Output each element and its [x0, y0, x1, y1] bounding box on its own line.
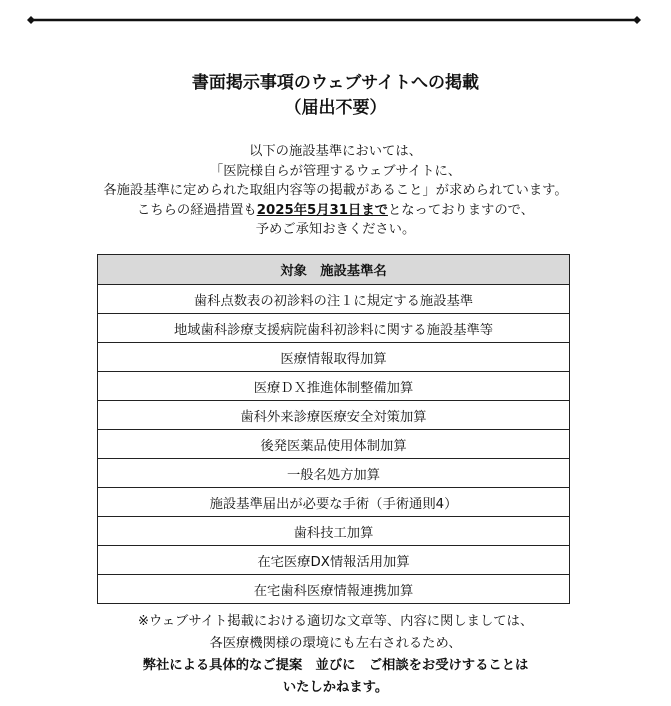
footnote-line-2: 各医療機関様の環境にも左右されるため、 [209, 636, 462, 651]
table-row [98, 430, 570, 459]
intro-line-4 [0, 201, 671, 221]
table-cell: 医療情報取得加算 [98, 343, 570, 372]
page-title: 書面掲示事項のウェブサイトへの掲載 [191, 73, 480, 93]
table-cell: 施設基準届出が必要な手術（手術通則4） [98, 488, 570, 517]
table-cell: 歯科技工加算 [98, 517, 570, 546]
intro-line-4-before: こちらの経過措置も [137, 202, 257, 218]
table-cell: 医療ＤＸ推進体制整備加算 [98, 372, 570, 401]
table-row [98, 575, 570, 604]
table-cell: 地域歯科診療支援病院歯科初診料に関する施設基準等 [98, 314, 570, 343]
intro-line-5: 予めご承知おきください。 [255, 222, 416, 238]
table-row [98, 517, 570, 546]
intro-text [0, 142, 671, 240]
table-row [98, 343, 570, 372]
intro-line-4-after: となっておりますので、 [387, 202, 534, 218]
intro-line-1: 以下の施設基準においては、 [249, 144, 422, 159]
deadline-date: 2025年5月31日まで [256, 202, 388, 218]
footnote-line-3: 弊社による具体的なご提案 並びに ご相談をお受けすることは [142, 658, 529, 673]
footnote [0, 611, 671, 699]
table-row [98, 314, 570, 343]
table-row [98, 459, 570, 488]
top-divider [27, 16, 641, 24]
table-cell: 後発医薬品使用体制加算 [98, 430, 570, 459]
table-cell: 在宅歯科医療情報連携加算 [98, 575, 570, 604]
table-header-row [98, 255, 570, 285]
table-row [98, 488, 570, 517]
page-subtitle: （届出不要） [284, 98, 387, 118]
table-header: 対象 施設基準名 [98, 255, 570, 285]
table-cell: 在宅医療DX情報活用加算 [98, 546, 570, 575]
intro-line-2: 「医院様自らが管理するウェブサイトに、 [209, 163, 462, 179]
table-row [98, 285, 570, 314]
facility-standards-table [97, 254, 570, 604]
footnote-line-1: ※ウェブサイト掲載における適切な文章等、内容に関しましては、 [137, 614, 534, 629]
table-row [98, 372, 570, 401]
table-cell: 歯科点数表の初診料の注１に規定する施設基準 [98, 285, 570, 314]
table-row [98, 401, 570, 430]
table-cell: 一般名処方加算 [98, 459, 570, 488]
table-cell: 歯科外来診療医療安全対策加算 [98, 401, 570, 430]
footnote-line-4: いたしかねます。 [282, 680, 389, 695]
table-row [98, 546, 570, 575]
intro-line-3: 各施設基準に定められた取組内容等の掲載があること」が求められています。 [103, 183, 568, 199]
